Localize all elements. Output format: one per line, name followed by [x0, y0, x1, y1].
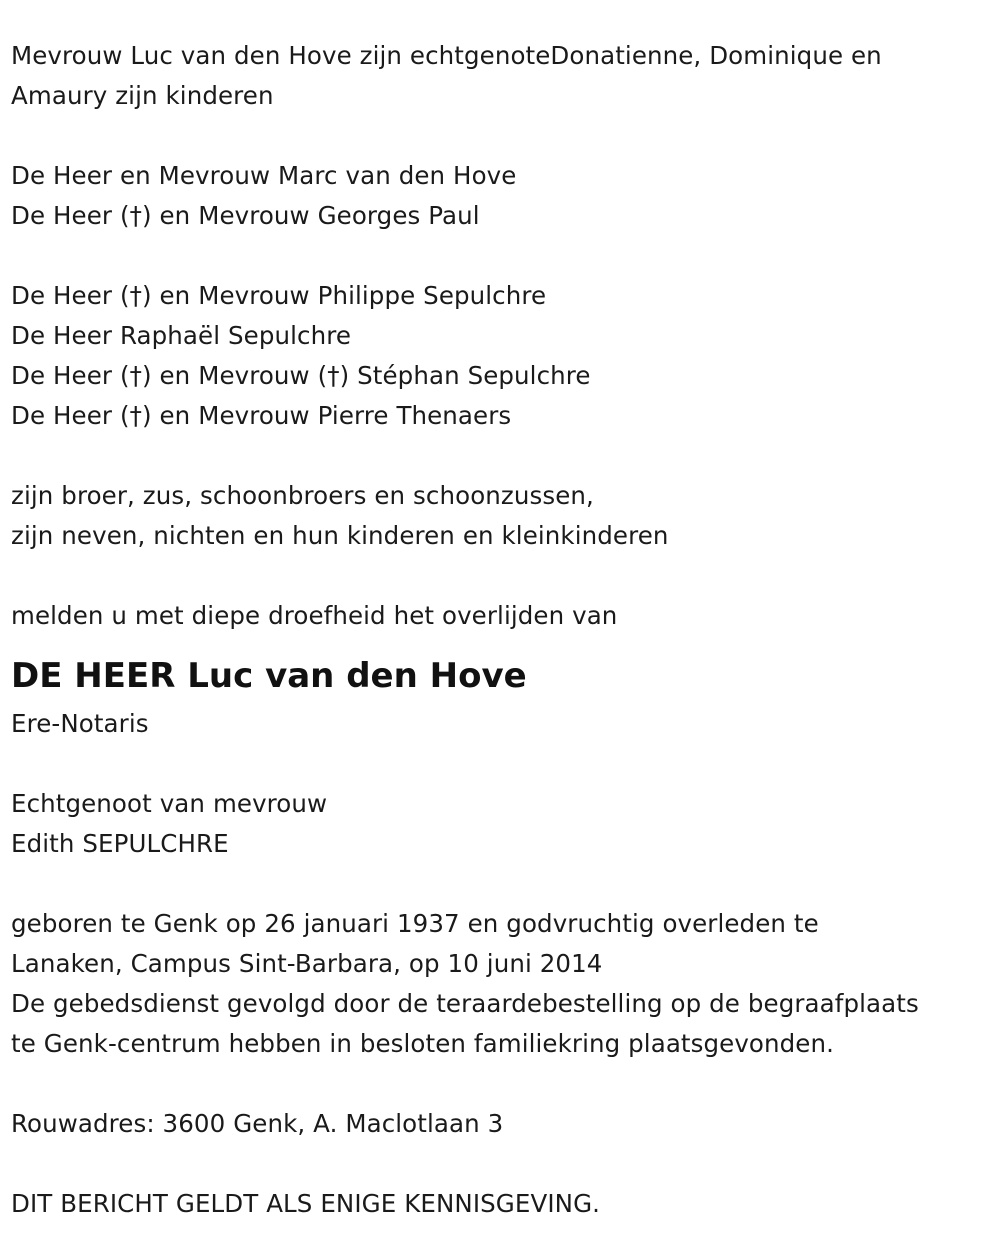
family-intro [11, 36, 991, 116]
relative-line: zijn broer, zus, schoonbroers en schoonzussen, [11, 481, 594, 510]
family-intro-line: Amaury zijn kinderen [11, 81, 274, 110]
spacer [11, 1144, 991, 1184]
spouse-info [11, 784, 991, 864]
deceased-title: Ere-Notaris [11, 709, 149, 738]
relative-line: zijn neven, nichten en hun kinderen en kleinkinderen [11, 521, 669, 550]
relative-line: De Heer en Mevrouw Marc van den Hove [11, 161, 517, 190]
relative-line: De Heer (†) en Mevrouw (†) Stéphan Sepulchre [11, 361, 591, 390]
relative-line: De Heer (†) en Mevrouw Pierre Thenaers [11, 401, 512, 430]
obituary-notice [11, 36, 991, 1224]
announcement-text: melden u met diepe droefheid het overlijden van [11, 601, 618, 630]
details-line: Lanaken, Campus Sint-Barbara, op 10 juni 2014 [11, 949, 603, 978]
details-line: te Genk-centrum hebben in besloten familiekring plaatsgevonden. [11, 1029, 834, 1058]
closing-notice: DIT BERICHT GELDT ALS ENIGE KENNISGEVING. [11, 1189, 601, 1218]
details-line: De gebedsdienst gevolgd door de teraardebestelling op de begraafplaats [11, 989, 919, 1018]
relatives-group-2 [11, 276, 991, 436]
relative-line: De Heer Raphaël Sepulchre [11, 321, 352, 350]
spacer [11, 116, 991, 156]
relative-line: De Heer (†) en Mevrouw Georges Paul [11, 201, 480, 230]
mourning-address: Rouwadres: 3600 Genk, A. Maclotlaan 3 [11, 1109, 504, 1138]
family-intro-line: Mevrouw Luc van den Hove zijn echtgenoteDonatienne, Dominique en [11, 41, 882, 70]
spouse-line: Edith SEPULCHRE [11, 829, 229, 858]
spacer [11, 744, 991, 784]
deceased-name: DE HEER Luc van den Hove [11, 656, 527, 696]
spacer [11, 236, 991, 276]
spacer [11, 436, 991, 476]
relatives-group-1 [11, 156, 991, 236]
details-line: geboren te Genk op 26 januari 1937 en godvruchtig overleden te [11, 909, 819, 938]
spacer [11, 864, 991, 904]
details-paragraph [11, 904, 991, 1064]
spacer [11, 1064, 991, 1104]
spacer [11, 556, 991, 596]
spouse-line: Echtgenoot van mevrouw [11, 789, 328, 818]
relative-line: De Heer (†) en Mevrouw Philippe Sepulchre [11, 281, 547, 310]
relatives-group-3 [11, 476, 991, 556]
